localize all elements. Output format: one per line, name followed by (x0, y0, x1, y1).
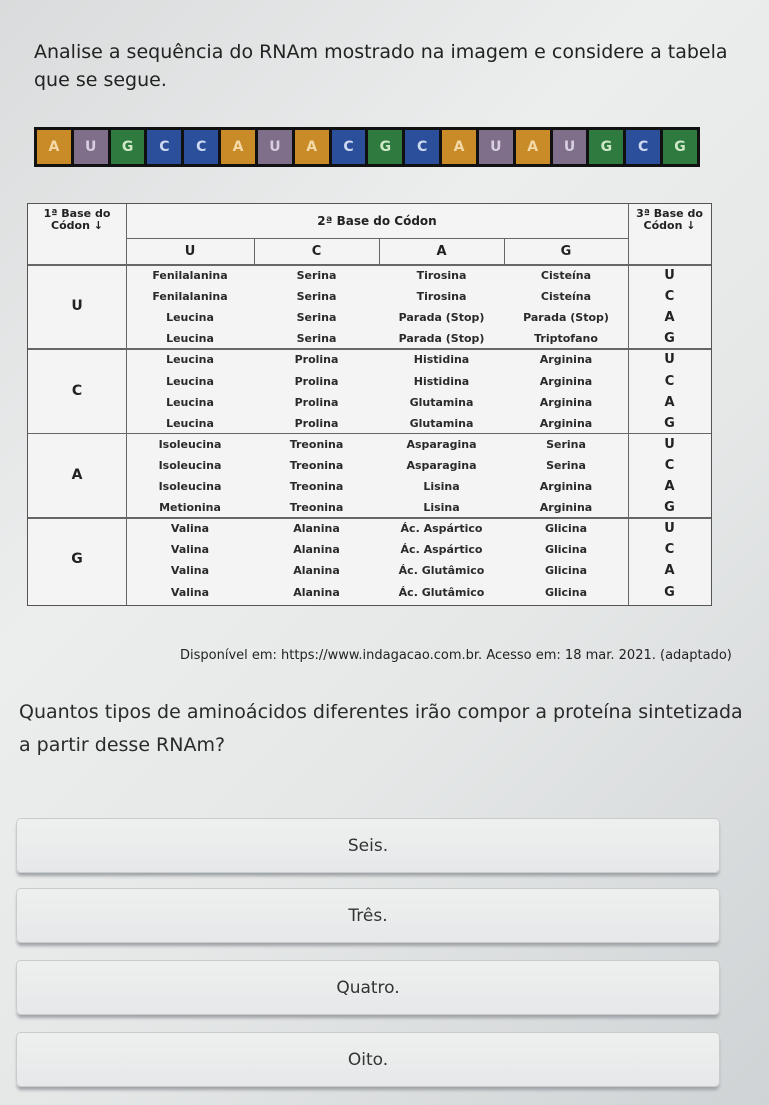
third-base-A: A (664, 479, 675, 494)
amino-acid-cell: Leucina (166, 395, 214, 409)
amino-acid-cell: Arginina (539, 374, 593, 388)
nucleotide-C: C (626, 130, 660, 164)
amino-acid-cell: Alanina (293, 543, 340, 557)
nucleotide-C: C (147, 130, 181, 164)
amino-acid-cell: Serina (296, 332, 337, 346)
amino-acid-cell: Serina (546, 437, 586, 451)
option-label: Oito. (347, 1049, 389, 1070)
option-label: Três. (348, 905, 388, 926)
amino-acid-cell: Treonina (289, 458, 344, 472)
amino-acid-cell: Prolina (294, 416, 339, 430)
amino-acid-cell: Tirosina (416, 290, 467, 304)
amino-acid-cell: Alanina (293, 564, 340, 578)
nucleotide-U: U (479, 130, 513, 164)
first-base-header: 1ª Base do Códon ↓ (43, 207, 111, 232)
amino-acid-cell: Fenilalanina (152, 269, 228, 282)
amino-acid-cell: Metionina (159, 501, 221, 515)
amino-acid-cell: Glutamina (409, 416, 474, 430)
intro-text: Analise a sequência do RNAm mostrado na imagem e considere a tabela que se segue. (34, 41, 728, 91)
rna-sequence-strip (34, 127, 700, 167)
amino-acid-cell: Fenilalanina (152, 290, 228, 304)
third-base-G: G (664, 415, 675, 431)
amino-acid-cell: Glicina (544, 522, 588, 536)
amino-acid-cell: Parada (Stop) (398, 332, 485, 346)
nucleotide-C: C (332, 130, 366, 164)
third-base-C: C (664, 542, 675, 558)
third-base-G: G (664, 584, 675, 600)
option-tres[interactable] (16, 888, 720, 943)
amino-acid-cell: Treonina (289, 480, 344, 493)
second-base-C: C (311, 243, 322, 259)
second-base-A: A (436, 243, 447, 259)
first-base-C: C (71, 382, 83, 399)
third-base-C: C (664, 289, 675, 305)
amino-acid-cell: Treonina (289, 437, 344, 451)
amino-acid-cell: Serina (296, 269, 337, 282)
question-text: Quantos tipos de aminoácidos diferentes irão compor a proteína sintetizada a partir desse RNAm? (19, 701, 743, 756)
amino-acid-cell: Tirosina (416, 269, 467, 282)
amino-acid-cell: Histidina (413, 353, 470, 367)
nucleotide-A: A (221, 130, 255, 164)
nucleotide-U: U (74, 130, 108, 164)
nucleotide-A: A (295, 130, 329, 164)
second-base-U: U (184, 243, 196, 259)
amino-acid-cell: Arginina (539, 416, 593, 430)
amino-acid-cell: Parada (Stop) (523, 311, 609, 325)
amino-acid-cell: Leucina (166, 353, 214, 367)
third-base-A: A (664, 563, 675, 579)
option-label: Quatro. (336, 977, 400, 998)
amino-acid-cell: Cisteína (540, 269, 592, 282)
third-base-G: G (664, 500, 675, 516)
amino-acid-cell: Prolina (294, 374, 339, 388)
amino-acid-cell: Leucina (166, 416, 214, 430)
amino-acid-cell: Arginina (539, 395, 593, 409)
amino-acid-cell: Glutamina (409, 395, 474, 409)
codon-table (27, 203, 712, 606)
amino-acid-cell: Ác. Aspártico (400, 522, 483, 536)
amino-acid-cell: Glicina (544, 543, 588, 557)
third-base-C: C (664, 373, 675, 389)
option-label: Seis. (347, 835, 389, 856)
option-seis[interactable] (16, 818, 720, 873)
amino-acid-cell: Serina (296, 290, 337, 304)
amino-acid-cell: Prolina (294, 395, 339, 409)
divider (254, 238, 255, 264)
amino-acid-cell: Ác. Aspártico (400, 543, 483, 557)
nucleotide-G: G (111, 130, 145, 164)
amino-acid-cell: Serina (546, 458, 586, 472)
nucleotide-G: G (589, 130, 623, 164)
amino-acid-cell: Ác. Glutâmico (398, 564, 485, 578)
amino-acid-cell: Asparagina (406, 437, 477, 451)
amino-acid-cell: Treonina (289, 501, 344, 515)
nucleotide-A: A (442, 130, 476, 164)
second-base-header: 2ª Base do Códon (317, 214, 437, 228)
amino-acid-cell: Arginina (539, 501, 593, 515)
amino-acid-cell: Serina (296, 311, 337, 325)
amino-acid-cell: Histidina (413, 374, 470, 388)
source-citation: Disponível em: https://www.indagacao.com.br. Acesso em: 18 mar. 2021. (adaptado) (180, 648, 732, 663)
third-base-A: A (664, 394, 675, 410)
amino-acid-cell: Alanina (293, 522, 340, 536)
divider (379, 238, 380, 264)
nucleotide-U: U (553, 130, 587, 164)
amino-acid-cell: Arginina (539, 353, 593, 367)
amino-acid-cell: Lisina (423, 501, 460, 515)
nucleotide-C: C (184, 130, 218, 164)
first-base-A: A (71, 466, 83, 483)
third-base-U: U (664, 436, 675, 452)
amino-acid-cell: Lisina (423, 480, 460, 493)
third-base-G: G (664, 331, 675, 347)
nucleotide-C: C (405, 130, 439, 164)
amino-acid-cell: Isoleucina (158, 437, 222, 451)
first-base-G: G (71, 551, 83, 568)
first-base-U: U (71, 298, 83, 315)
amino-acid-cell: Arginina (539, 480, 593, 493)
nucleotide-G: G (663, 130, 697, 164)
amino-acid-cell: Glicina (544, 564, 588, 578)
amino-acid-cell: Leucina (166, 374, 214, 388)
amino-acid-cell: Valina (170, 585, 210, 599)
third-base-A: A (664, 310, 675, 326)
amino-acid-cell: Valina (170, 543, 210, 557)
option-oito[interactable] (16, 1032, 720, 1087)
second-base-G: G (560, 243, 572, 259)
third-base-U: U (664, 268, 675, 283)
amino-acid-cell: Cisteína (540, 290, 592, 304)
option-quatro[interactable] (16, 960, 720, 1015)
nucleotide-A: A (37, 130, 71, 164)
amino-acid-cell: Isoleucina (158, 458, 222, 472)
third-base-header: 3ª Base do Códon ↓ (636, 207, 703, 232)
amino-acid-cell: Asparagina (406, 458, 477, 472)
divider (126, 238, 628, 239)
amino-acid-cell: Prolina (294, 353, 339, 367)
nucleotide-A: A (516, 130, 550, 164)
amino-acid-cell: Valina (170, 564, 210, 578)
third-base-U: U (664, 352, 675, 368)
amino-acid-cell: Ác. Glutâmico (398, 585, 485, 599)
divider (504, 238, 505, 264)
amino-acid-cell: Isoleucina (158, 480, 222, 493)
third-base-C: C (664, 457, 675, 473)
amino-acid-cell: Glicina (544, 585, 588, 599)
amino-acid-cell: Parada (Stop) (398, 311, 485, 325)
nucleotide-U: U (258, 130, 292, 164)
nucleotide-G: G (368, 130, 402, 164)
amino-acid-cell: Triptofano (534, 332, 598, 346)
amino-acid-cell: Leucina (166, 332, 214, 346)
amino-acid-cell: Alanina (293, 585, 340, 599)
amino-acid-cell: Valina (170, 522, 210, 536)
amino-acid-cell: Leucina (166, 311, 214, 325)
third-base-U: U (664, 521, 675, 537)
